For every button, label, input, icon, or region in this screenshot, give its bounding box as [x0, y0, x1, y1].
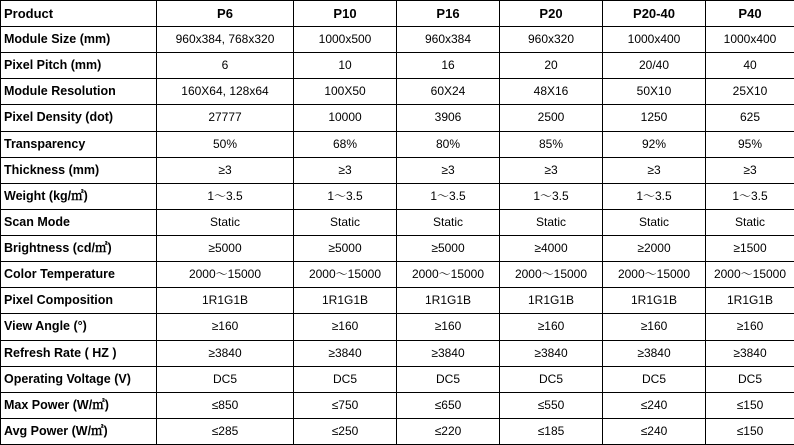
table-row [1, 340, 794, 366]
table-cell: 1～3.5 [500, 183, 603, 209]
table-row [1, 418, 794, 444]
table-row [1, 183, 794, 209]
table-cell: ≤550 [500, 392, 603, 418]
column-header: P40 [706, 1, 794, 27]
row-label: Scan Mode [1, 209, 157, 235]
table-cell: 6 [157, 53, 294, 79]
row-label: Max Power (W/㎡) [1, 392, 157, 418]
table-cell: ≤750 [294, 392, 397, 418]
table-cell: ≤850 [157, 392, 294, 418]
table-cell: 1～3.5 [294, 183, 397, 209]
table-cell: ≥160 [294, 314, 397, 340]
table-cell: 2000～15000 [157, 262, 294, 288]
table-cell: ≥3 [397, 157, 500, 183]
table-cell: 85% [500, 131, 603, 157]
table-cell: 50% [157, 131, 294, 157]
column-header: P20-40 [603, 1, 706, 27]
table-cell: 1～3.5 [397, 183, 500, 209]
table-cell: 3906 [397, 105, 500, 131]
table-cell: 1R1G1B [157, 288, 294, 314]
row-label: Color Temperature [1, 262, 157, 288]
table-cell: ≤185 [500, 418, 603, 444]
table-cell: 68% [294, 131, 397, 157]
column-header: P20 [500, 1, 603, 27]
table-cell: ≥160 [603, 314, 706, 340]
table-cell: ≤650 [397, 392, 500, 418]
table-cell: 1000x400 [603, 27, 706, 53]
table-row [1, 366, 794, 392]
table-row [1, 53, 794, 79]
header-row [1, 1, 794, 27]
table-cell: 40 [706, 53, 794, 79]
table-cell: 60X24 [397, 79, 500, 105]
table-cell: ≤250 [294, 418, 397, 444]
table-cell: ≥160 [500, 314, 603, 340]
table-cell: ≥3 [706, 157, 794, 183]
table-cell: 625 [706, 105, 794, 131]
table-cell: Static [157, 209, 294, 235]
table-cell: 48X16 [500, 79, 603, 105]
table-cell: 2000～15000 [397, 262, 500, 288]
table-cell: 25X10 [706, 79, 794, 105]
row-label: Module Resolution [1, 79, 157, 105]
table-cell: Static [397, 209, 500, 235]
table-cell: 92% [603, 131, 706, 157]
table-cell: 1000x500 [294, 27, 397, 53]
table-cell: 960x320 [500, 27, 603, 53]
table-cell: DC5 [294, 366, 397, 392]
table-cell: 2000～15000 [706, 262, 794, 288]
table-row [1, 209, 794, 235]
table-cell: ≥3840 [603, 340, 706, 366]
table-cell: Static [706, 209, 794, 235]
row-label: Weight (kg/㎡) [1, 183, 157, 209]
table-cell: ≥3840 [397, 340, 500, 366]
table-cell: ≥3 [294, 157, 397, 183]
row-label: Operating Voltage (V) [1, 366, 157, 392]
table-cell: DC5 [500, 366, 603, 392]
table-cell: Static [500, 209, 603, 235]
table-row [1, 157, 794, 183]
table-cell: ≥5000 [397, 236, 500, 262]
table-cell: ≤220 [397, 418, 500, 444]
table-row [1, 27, 794, 53]
table-cell: 50X10 [603, 79, 706, 105]
table-cell: 1000x400 [706, 27, 794, 53]
table-cell: ≤285 [157, 418, 294, 444]
table-cell: DC5 [397, 366, 500, 392]
table-cell: 1R1G1B [706, 288, 794, 314]
row-label: View Angle (°) [1, 314, 157, 340]
column-header: P10 [294, 1, 397, 27]
row-label: Avg Power (W/㎡) [1, 418, 157, 444]
table-cell: ≥1500 [706, 236, 794, 262]
row-label: Thickness (mm) [1, 157, 157, 183]
table-cell: 10 [294, 53, 397, 79]
table-cell: 1～3.5 [157, 183, 294, 209]
table-row [1, 314, 794, 340]
table-cell: ≥3 [500, 157, 603, 183]
table-cell: 10000 [294, 105, 397, 131]
table-cell: ≥5000 [157, 236, 294, 262]
row-label: Pixel Pitch (mm) [1, 53, 157, 79]
table-cell: 1～3.5 [706, 183, 794, 209]
table-cell: 2000～15000 [294, 262, 397, 288]
table-cell: Static [294, 209, 397, 235]
table-cell: 2000～15000 [500, 262, 603, 288]
table-cell: 2500 [500, 105, 603, 131]
table-cell: Static [603, 209, 706, 235]
table-cell: ≥160 [397, 314, 500, 340]
column-header: P6 [157, 1, 294, 27]
table-cell: ≥160 [706, 314, 794, 340]
table-cell: ≤150 [706, 418, 794, 444]
column-header: P16 [397, 1, 500, 27]
table-row [1, 79, 794, 105]
row-label: Pixel Composition [1, 288, 157, 314]
row-label: Brightness (cd/㎡) [1, 236, 157, 262]
table-cell: ≤150 [706, 392, 794, 418]
table-cell: 1～3.5 [603, 183, 706, 209]
table-cell: 160X64, 128x64 [157, 79, 294, 105]
table-row [1, 105, 794, 131]
table-cell: ≥3840 [706, 340, 794, 366]
table-cell: 2000～15000 [603, 262, 706, 288]
table-cell: 1250 [603, 105, 706, 131]
table-cell: 1R1G1B [397, 288, 500, 314]
row-label: Module Size (mm) [1, 27, 157, 53]
table-row [1, 236, 794, 262]
table-cell: ≥4000 [500, 236, 603, 262]
table-cell: 27777 [157, 105, 294, 131]
table-cell: 80% [397, 131, 500, 157]
table-cell: ≤240 [603, 418, 706, 444]
table-cell: 95% [706, 131, 794, 157]
table-cell: ≥3 [603, 157, 706, 183]
table-cell: 100X50 [294, 79, 397, 105]
table-cell: ≥3840 [500, 340, 603, 366]
row-label: Pixel Density (dot) [1, 105, 157, 131]
table-cell: 1R1G1B [294, 288, 397, 314]
table-row [1, 262, 794, 288]
table-cell: ≥160 [157, 314, 294, 340]
row-label: Transparency [1, 131, 157, 157]
table-cell: ≥3 [157, 157, 294, 183]
table-cell: ≥3840 [157, 340, 294, 366]
table-cell: 960x384, 768x320 [157, 27, 294, 53]
table-row [1, 131, 794, 157]
table-cell: 1R1G1B [603, 288, 706, 314]
table-cell: 16 [397, 53, 500, 79]
spec-table-body [1, 27, 794, 445]
table-cell: ≥2000 [603, 236, 706, 262]
row-label: Refresh Rate ( HZ ) [1, 340, 157, 366]
table-cell: ≥5000 [294, 236, 397, 262]
table-row [1, 392, 794, 418]
table-cell: 960x384 [397, 27, 500, 53]
header-corner: Product [1, 1, 157, 27]
table-cell: ≤240 [603, 392, 706, 418]
table-cell: 20 [500, 53, 603, 79]
table-cell: 20/40 [603, 53, 706, 79]
table-cell: 1R1G1B [500, 288, 603, 314]
table-cell: DC5 [157, 366, 294, 392]
table-cell: DC5 [706, 366, 794, 392]
table-row [1, 288, 794, 314]
table-cell: DC5 [603, 366, 706, 392]
table-cell: ≥3840 [294, 340, 397, 366]
